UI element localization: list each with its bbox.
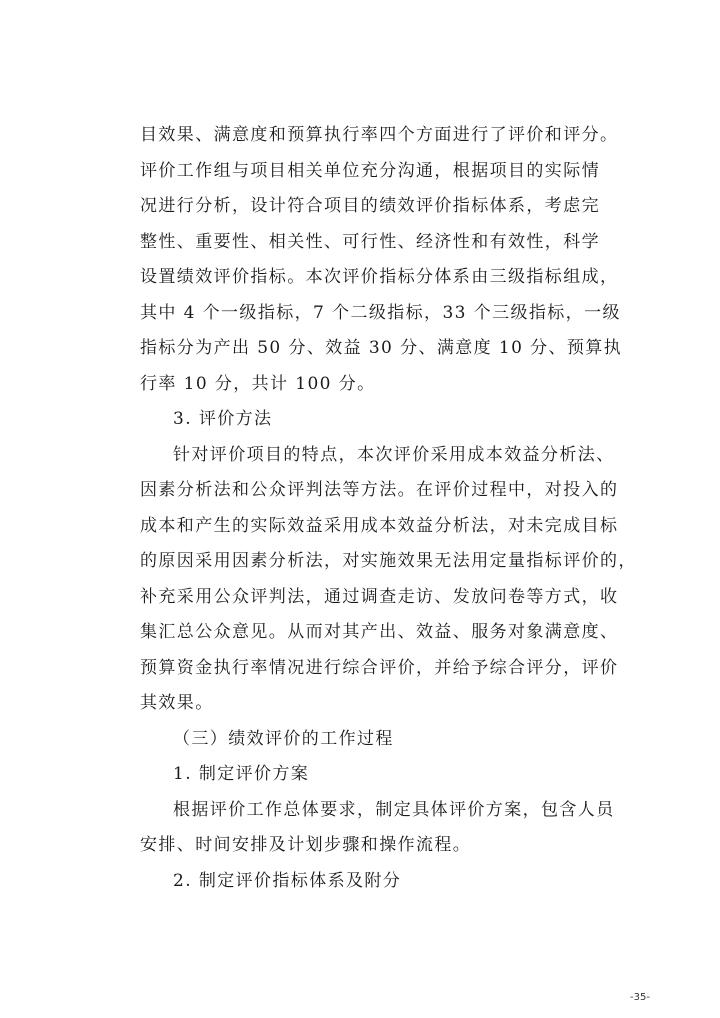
paragraph-line: 补充采用公众评判法，通过调查走访、发放问卷等方式，收 xyxy=(140,586,619,607)
paragraph-line: 评价工作组与项目相关单位充分沟通，根据项目的实际情 xyxy=(140,160,600,181)
paragraph-line: 行率 10 分，共计 100 分。 xyxy=(140,373,376,394)
paragraph-line: 安排、时间安排及计划步骤和操作流程。 xyxy=(140,835,472,855)
paragraph-line: 其中 4 个一级指标，7 个二级指标，33 个三级指标，一级 xyxy=(140,302,621,323)
section-heading: 3. 评价方法 xyxy=(173,409,273,429)
paragraph-line: 根据评价工作总体要求，制定具体评价方案，包含人员 xyxy=(173,799,615,820)
page-number: -35- xyxy=(630,992,650,1003)
paragraph-line: 的原因采用因素分析法，对实施效果无法用定量指标评价的， xyxy=(140,551,637,571)
paragraph-line: 预算资金执行率情况进行综合评价，并给予综合评分，评价 xyxy=(140,657,619,678)
body-text xyxy=(140,118,637,899)
paragraph-line: 指标分为产出 50 分、效益 30 分、满意度 10 分、预算执 xyxy=(140,338,623,358)
paragraph-line: 目效果、满意度和预算执行率四个方面进行了评价和评分。 xyxy=(140,125,619,145)
section-heading: （三）绩效评价的工作过程 xyxy=(173,728,394,749)
paragraph-line: 其效果。 xyxy=(140,693,214,713)
paragraph-line: 成本和产生的实际效益采用成本效益分析法，对未完成目标 xyxy=(140,515,619,536)
paragraph-line: 整性、重要性、相关性、可行性、经济性和有效性，科学 xyxy=(140,231,600,252)
paragraph-line: 因素分析法和公众评判法等方法。在评价过程中，对投入的 xyxy=(140,480,619,500)
paragraph-line: 针对评价项目的特点，本次评价采用成本效益分析法、 xyxy=(173,444,615,465)
paragraph-line: 况进行分析，设计符合项目的绩效评价指标体系，考虑完 xyxy=(140,196,600,216)
paragraph-line: 设置绩效评价指标。本次评价指标分体系由三级指标组成， xyxy=(140,267,619,287)
subsection-heading: 2. 制定评价指标体系及附分 xyxy=(173,870,402,891)
paragraph-line: 集汇总公众意见。从而对其产出、效益、服务对象满意度、 xyxy=(140,622,619,642)
subsection-heading: 1. 制定评价方案 xyxy=(173,764,310,784)
